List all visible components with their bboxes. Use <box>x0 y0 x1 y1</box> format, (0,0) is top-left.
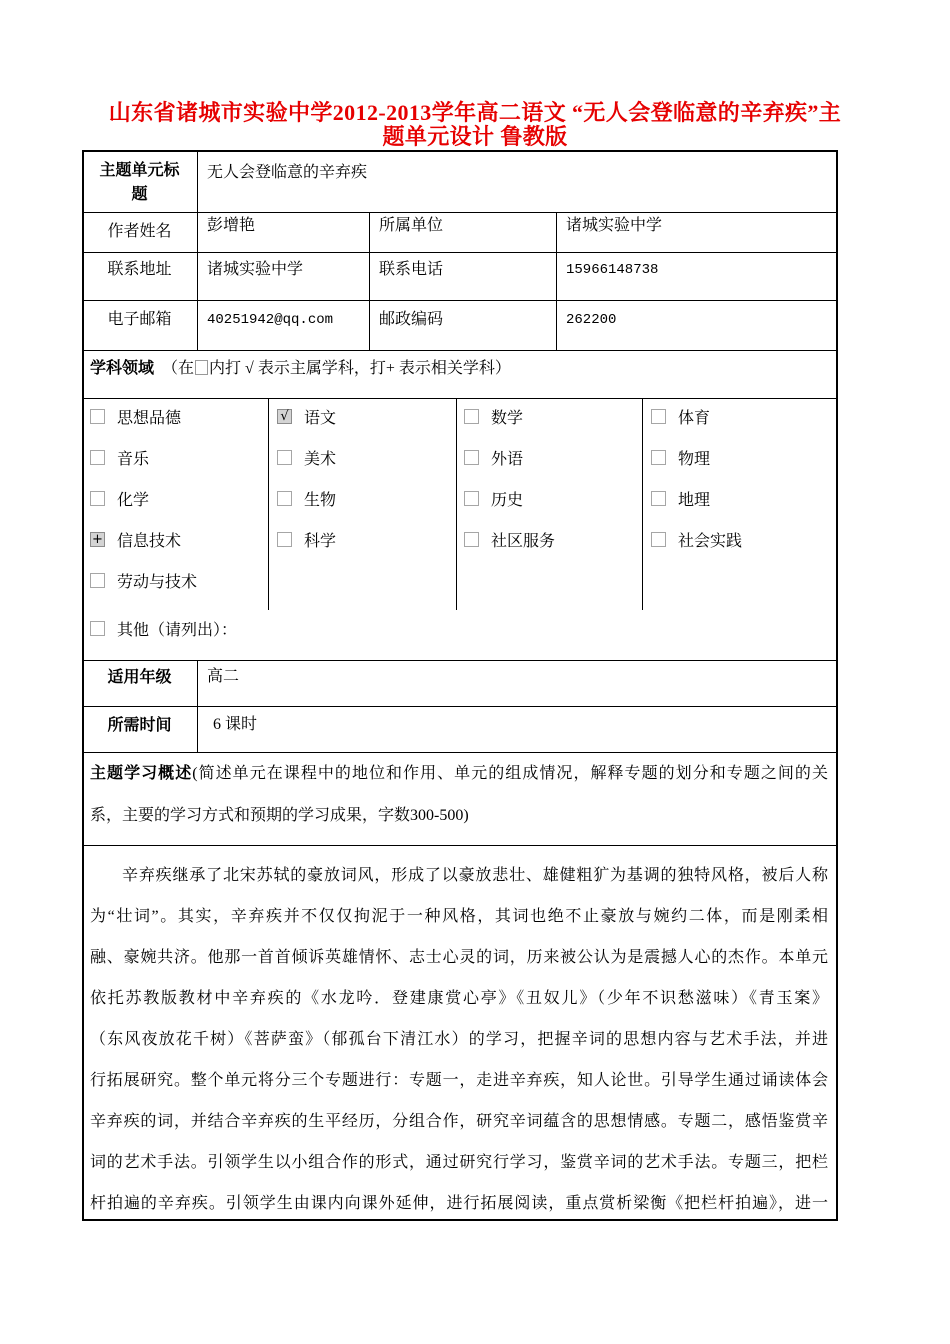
subject-information-technology-label: 信息技术 <box>117 533 182 550</box>
paragraph-line: 辛弃疾继承了北宋苏轼的豪放词风，形成了以豪放悲壮、雄健粗犷为基调的独特风格，被后人称 <box>122 867 828 884</box>
checkbox-social-practice <box>651 532 666 547</box>
checkbox-community-service <box>464 532 479 547</box>
inline-checkbox-icon <box>195 360 208 375</box>
subject-chemistry-label: 化学 <box>117 492 150 509</box>
overview-note-end: 系，主要的学习方式和预期的学习成果，字数300-500) <box>90 807 469 824</box>
title-line-1: 山东省诸城市实验中学2012-2013学年高二语文 “无人会登临意的辛弃疾”主 <box>108 100 842 125</box>
subject-physics-label: 物理 <box>678 451 711 468</box>
unit-design-table <box>82 150 838 1221</box>
subject-column-3 <box>464 396 644 560</box>
subject-music <box>90 437 270 478</box>
subject-labor-technology-label: 劳动与技术 <box>117 574 198 591</box>
subject-domain-note-end: 内打 √ 表示主属学科，打+ 表示相关学科） <box>209 360 511 377</box>
checkbox-labor-technology <box>90 573 105 588</box>
subject-chinese-label: 语文 <box>304 410 337 427</box>
checkbox-physical-education <box>651 409 666 424</box>
grade-value: 高二 <box>207 668 240 685</box>
paragraph-line: 依托苏教版教材中辛弃疾的《水龙吟．登建康赏心亭》《丑奴儿》（少年不识愁滋味）《青玉案》 <box>90 990 828 1007</box>
table-rule-h <box>82 706 838 707</box>
subject-foreign-language-label: 外语 <box>491 451 524 468</box>
table-rule-h <box>82 300 838 301</box>
subject-geography <box>651 478 831 519</box>
checkbox-chinese: √ <box>277 409 292 424</box>
checkbox-physics <box>651 450 666 465</box>
subject-column-2 <box>277 396 457 560</box>
subject-other-row <box>90 608 490 649</box>
checkbox-biology <box>277 491 292 506</box>
paragraph-line: 行拓展研究。整个单元将分三个专题进行：专题一，走进辛弃疾，知人论世。引导学生通过诵读体会 <box>90 1072 828 1089</box>
subject-domain-header <box>90 356 511 381</box>
theme-title-label: 主题单元标题 <box>99 160 180 203</box>
subject-ideology-morality-label: 思想品德 <box>117 410 182 427</box>
table-rule-v <box>197 150 198 350</box>
checkbox-other <box>90 621 105 636</box>
hours-value: 6 课时 <box>213 716 258 733</box>
subject-physics <box>651 437 831 478</box>
subject-science <box>277 519 457 560</box>
postcode-value: 262200 <box>566 312 617 328</box>
email-label: 电子邮箱 <box>107 311 172 328</box>
subject-community-service <box>464 519 644 560</box>
subject-physical-education <box>651 396 831 437</box>
subject-labor-technology <box>90 560 270 601</box>
subject-foreign-language <box>464 437 644 478</box>
subject-geography-label: 地理 <box>678 492 711 509</box>
table-rule-h <box>82 350 838 351</box>
unit-label: 所属单位 <box>379 217 444 234</box>
checkbox-information-technology: + <box>90 532 105 547</box>
subject-physical-education-label: 体育 <box>678 410 711 427</box>
subject-chemistry <box>90 478 270 519</box>
subject-science-label: 科学 <box>304 533 337 550</box>
checkbox-history <box>464 491 479 506</box>
subject-information-technology <box>90 519 270 560</box>
title-line-2: 题单元设计 鲁教版 <box>382 124 568 149</box>
postcode-label: 邮政编码 <box>379 311 444 328</box>
subject-other-label: 其他（请列出）： <box>117 622 238 639</box>
overview-line-1 <box>90 752 828 795</box>
checkbox-chemistry <box>90 491 105 506</box>
paragraph-line: 为“壮词”。其实，辛弃疾并不仅仅拘泥于一种风格，其词也绝不止豪放与婉约二体，而是刚柔相 <box>90 908 828 925</box>
email-value: 40251942@qq.com <box>207 312 334 328</box>
checkbox-science <box>277 532 292 547</box>
checkbox-ideology-morality <box>90 409 105 424</box>
subject-column-1 <box>90 396 270 601</box>
subject-fine-arts-label: 美术 <box>304 451 337 468</box>
overview-paragraph <box>90 855 828 1224</box>
table-rule-h <box>82 845 838 846</box>
paragraph-line: 杆拍遍的辛弃疾。引领学生由课内向课外延伸，进行拓展阅读，重点赏析梁衡《把栏杆拍遍》，进一 <box>90 1195 828 1212</box>
subject-ideology-morality <box>90 396 270 437</box>
subject-social-practice-label: 社会实践 <box>678 533 743 550</box>
subject-history-label: 历史 <box>491 492 524 509</box>
author-label: 作者姓名 <box>107 223 172 240</box>
overview-label: 主题学习概述 <box>90 763 193 782</box>
address-value: 诸城实验中学 <box>207 261 304 278</box>
unit-value: 诸城实验中学 <box>566 217 663 234</box>
overview-heading <box>90 752 828 837</box>
checkbox-foreign-language <box>464 450 479 465</box>
table-rule-v <box>197 660 198 752</box>
table-rule-h <box>82 252 838 253</box>
subject-fine-arts <box>277 437 457 478</box>
subject-history <box>464 478 644 519</box>
paragraph-line: 词的艺术手法。引领学生以小组合作的形式，通过研究行学习，鉴赏辛词的艺术手法。专题三，把栏 <box>90 1154 828 1171</box>
subject-other <box>90 608 490 649</box>
checkbox-music <box>90 450 105 465</box>
paragraph-line: 辛弃疾的词，并结合辛弃疾的生平经历，分组合作，研究辛词蕴含的思想情感。专题二，感悟鉴赏辛 <box>90 1113 828 1130</box>
checkbox-math <box>464 409 479 424</box>
hours-label: 所需时间 <box>107 715 172 734</box>
subject-music-label: 音乐 <box>117 451 150 468</box>
paragraph-line: （东风夜放花千树）《菩萨蛮》（郁孤台下清江水）的学习，把握辛词的思想内容与艺术手法，并进 <box>90 1031 828 1048</box>
author-value: 彭增艳 <box>207 217 256 234</box>
subject-math <box>464 396 644 437</box>
subject-community-service-label: 社区服务 <box>491 533 556 550</box>
subject-math-label: 数学 <box>491 410 524 427</box>
address-label: 联系地址 <box>107 261 172 278</box>
subject-social-practice <box>651 519 831 560</box>
table-rule-h <box>82 660 838 661</box>
table-rule-v <box>369 212 370 350</box>
paragraph-line: 融、豪婉共济。他那一首首倾诉英雄情怀、志士心灵的词，历来被公认为是震撼人心的杰作。本单元 <box>90 949 828 966</box>
phone-value: 15966148738 <box>566 262 659 278</box>
subject-domain-note-start: （在 <box>162 360 195 377</box>
checkbox-geography <box>651 491 666 506</box>
subject-biology <box>277 478 457 519</box>
subject-biology-label: 生物 <box>304 492 337 509</box>
table-rule-h <box>82 212 838 213</box>
phone-label: 联系电话 <box>379 261 444 278</box>
checkbox-fine-arts <box>277 450 292 465</box>
subject-chinese <box>277 396 457 437</box>
grade-label: 适用年级 <box>107 667 172 686</box>
table-rule-v <box>556 212 557 350</box>
document-title <box>0 101 950 149</box>
overview-note-start: (简述单元在课程中的地位和作用、单元的组成情况，解释专题的划分和专题之间的关 <box>192 765 828 782</box>
theme-title-value: 无人会登临意的辛弃疾 <box>207 164 368 181</box>
subject-domain-label: 学科领域 <box>90 358 155 377</box>
subject-column-4 <box>651 396 831 560</box>
